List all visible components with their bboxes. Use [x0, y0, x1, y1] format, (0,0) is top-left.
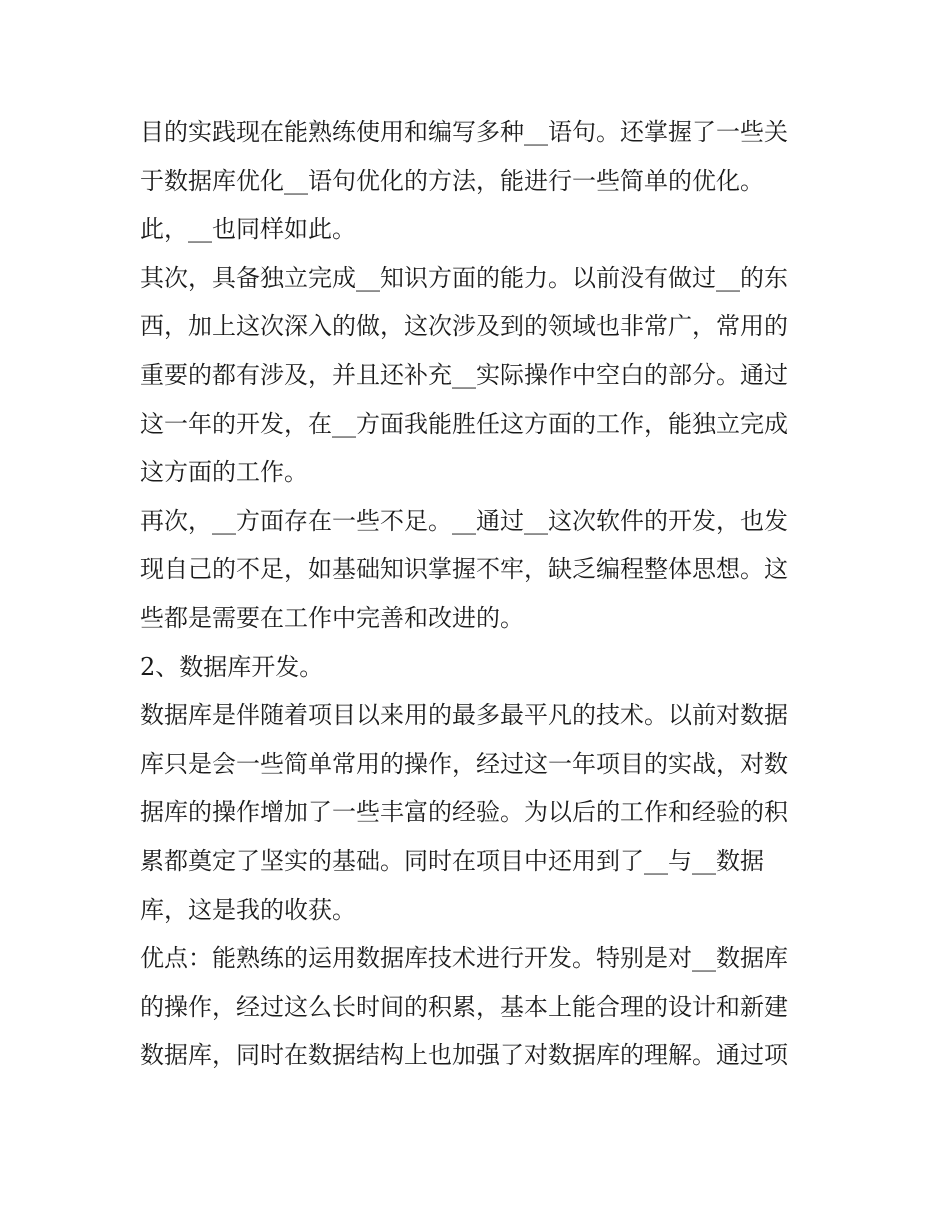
text-line: 再次，__方面存在一些不足。__通过__这次软件的开发，也发: [140, 506, 788, 535]
text-line: 些都是需要在工作中完善和改进的。: [140, 603, 524, 632]
text-line: 优点：能熟练的运用数据库技术进行开发。特别是对__数据库: [140, 944, 788, 973]
text-line: 于数据库优化__语句优化的方法，能进行一些简单的优化。: [140, 166, 764, 195]
section-heading: 2、数据库开发。: [140, 652, 324, 681]
text-line: 现自己的不足，如基础知识掌握不牢，缺乏编程整体思想。这: [140, 555, 788, 584]
text-line: 库，这是我的收获。: [140, 895, 356, 924]
text-line: 数据库是伴随着项目以来用的最多最平凡的技术。以前对数据: [140, 701, 788, 730]
text-line: 累都奠定了坚实的基础。同时在项目中还用到了__与__数据: [140, 846, 764, 875]
text-line: 的操作，经过这么长时间的积累，基本上能合理的设计和新建: [140, 992, 788, 1021]
text-line: 数据库，同时在数据结构上也加强了对数据库的理解。通过项: [140, 1041, 788, 1070]
text-line: 其次，具备独立完成__知识方面的能力。以前没有做过__的东: [140, 263, 788, 292]
text-line: 西，加上这次深入的做，这次涉及到的领域也非常广，常用的: [140, 312, 788, 341]
text-line: 库只是会一些简单常用的操作，经过这一年项目的实战，对数: [140, 749, 788, 778]
text-line: 此，__也同样如此。: [140, 215, 356, 244]
document-body: [140, 108, 830, 1080]
text-line: 这方面的工作。: [140, 458, 308, 487]
text-line: 据库的操作增加了一些丰富的经验。为以后的工作和经验的积: [140, 798, 788, 827]
text-line: 这一年的开发，在__方面我能胜任这方面的工作，能独立完成: [140, 409, 788, 438]
text-line: 重要的都有涉及，并且还补充__实际操作中空白的部分。通过: [140, 360, 788, 389]
text-line: 目的实践现在能熟练使用和编写多种__语句。还掌握了一些关: [140, 118, 788, 146]
